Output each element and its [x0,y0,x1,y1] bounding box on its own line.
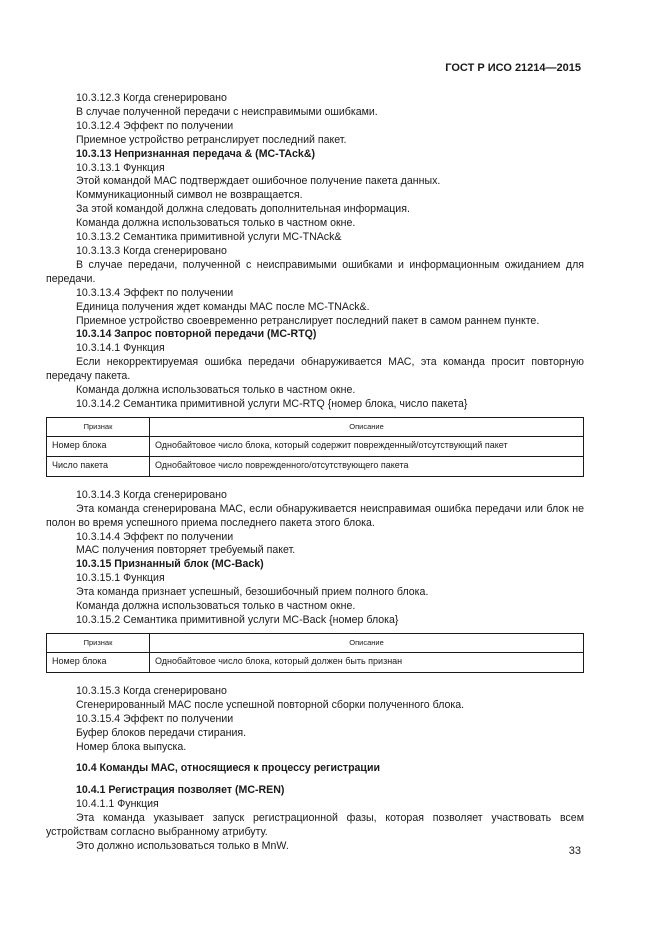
clause-heading: 10.3.13.3 Когда сгенерировано [76,244,227,257]
paragraph: Приемное устройство ретранслирует последний пакет. [76,133,347,146]
paragraph: Команда должна использоваться только в частном окне. [76,217,356,230]
section-heading: 10.3.14 Запрос повторной передачи (MC-RTQ) [76,328,317,341]
column-header: Описание [150,633,584,652]
clause-heading: 10.4.1.1 Функция [76,798,159,811]
table-mc-back [46,633,584,673]
clause-heading: 10.3.12.3 Когда сгенерировано [76,92,227,104]
page-content [46,92,584,854]
table-cell: Однобайтовое число блока, который содержит поврежденный/отсутствующий пакет [150,436,584,456]
table-header-row [47,417,584,436]
clause-heading: 10.3.13.1 Функция [76,161,165,174]
clause-heading: 10.3.14.4 Эффект по получении [76,530,234,543]
clause-heading: 10.3.15.4 Эффект по получении [76,712,234,725]
section-heading: 10.4.1 Регистрация позволяет (MC-REN) [76,784,285,797]
clause-heading: 10.3.13.2 Семантика примитивной услуги MC-TNAck& [76,231,342,244]
clause-heading: 10.3.14.1 Функция [76,342,165,355]
paragraph: Эта команда указывает запуск регистрационной фазы, которая позволяет участвовать всем устройствам согласно выбранному атрибуту. [46,812,584,839]
paragraph: Если некорректируемая ошибка передачи обнаруживается МАС, эта команда просит повторную передачу пакета. [46,356,584,383]
table-cell: Однобайтовое число блока, который должен быть признан [150,652,584,672]
section-heading: 10.3.15 Признанный блок (MC-Back) [76,558,264,571]
paragraph: Это должно использоваться только в MnW. [76,839,289,852]
clause-heading: 10.3.15.1 Функция [76,572,165,585]
table-cell: Однобайтовое число поврежденного/отсутствующего пакета [150,456,584,476]
paragraph: В случае полученной передачи с неисправимыми ошибками. [76,105,378,118]
table-cell: Номер блока [47,436,150,456]
clause-heading: 10.3.13.4 Эффект по получении [76,286,234,299]
paragraph: В случае передачи, полученной с неисправимыми ошибками и информационным ожиданием для передачи. [46,258,584,285]
table-cell: Число пакета [47,456,150,476]
table-row [47,436,584,456]
section-heading: 10.4 Команды МАС, относящиеся к процессу регистрации [76,762,380,775]
paragraph: МАС получения повторяет требуемый пакет. [76,544,296,557]
clause-heading: 10.3.12.4 Эффект по получении [76,119,234,132]
document-code: ГОСТ Р ИСО 21214—2015 [445,62,581,74]
paragraph: Команда должна использоваться только в частном окне. [76,600,356,613]
clause-heading: 10.3.14.2 Семантика примитивной услуги MC-RTQ {номер блока, число пакета} [76,397,468,410]
table-mc-rtq [46,417,584,477]
column-header: Признак [47,633,150,652]
paragraph: Буфер блоков передачи стирания. [76,726,247,739]
paragraph: Этой командой МАС подтверждает ошибочное получение пакета данных. [76,175,441,188]
paragraph: Сгенерированный МАС после успешной повторной сборки полученного блока. [76,698,465,711]
page-number: 33 [568,845,581,857]
column-header: Признак [47,417,150,436]
paragraph: Команда должна использоваться только в частном окне. [76,384,356,397]
paragraph: Эта команда признает успешный, безошибочный прием полного блока. [76,586,429,599]
paragraph: Приемное устройство своевременно ретранслирует последний пакет в самом раннем пункте. [76,314,540,327]
paragraph: Эта команда сгенерирована МАС, если обнаруживается неисправимая ошибка передачи или блок не полон во время успешного приема последнего пакета этого блока. [46,502,584,529]
column-header: Описание [150,417,584,436]
table-row [47,652,584,672]
paragraph: Единица получения ждет команды МАС после MC-TNAck&. [76,300,370,313]
clause-heading: 10.3.15.2 Семантика примитивной услуги MC-Back {номер блока} [76,614,399,626]
table-row [47,456,584,476]
table-header-row [47,633,584,652]
section-heading: 10.3.13 Непризнанная передача & (MC-TAck&) [76,147,315,160]
paragraph: Коммуникационный символ не возвращается. [76,189,303,202]
table-cell: Номер блока [47,652,150,672]
paragraph: Номер блока выпуска. [76,740,187,753]
clause-heading: 10.3.15.3 Когда сгенерировано [76,684,227,697]
clause-heading: 10.3.14.3 Когда сгенерировано [76,488,227,501]
paragraph: За этой командой должна следовать дополнительная информация. [76,203,410,216]
